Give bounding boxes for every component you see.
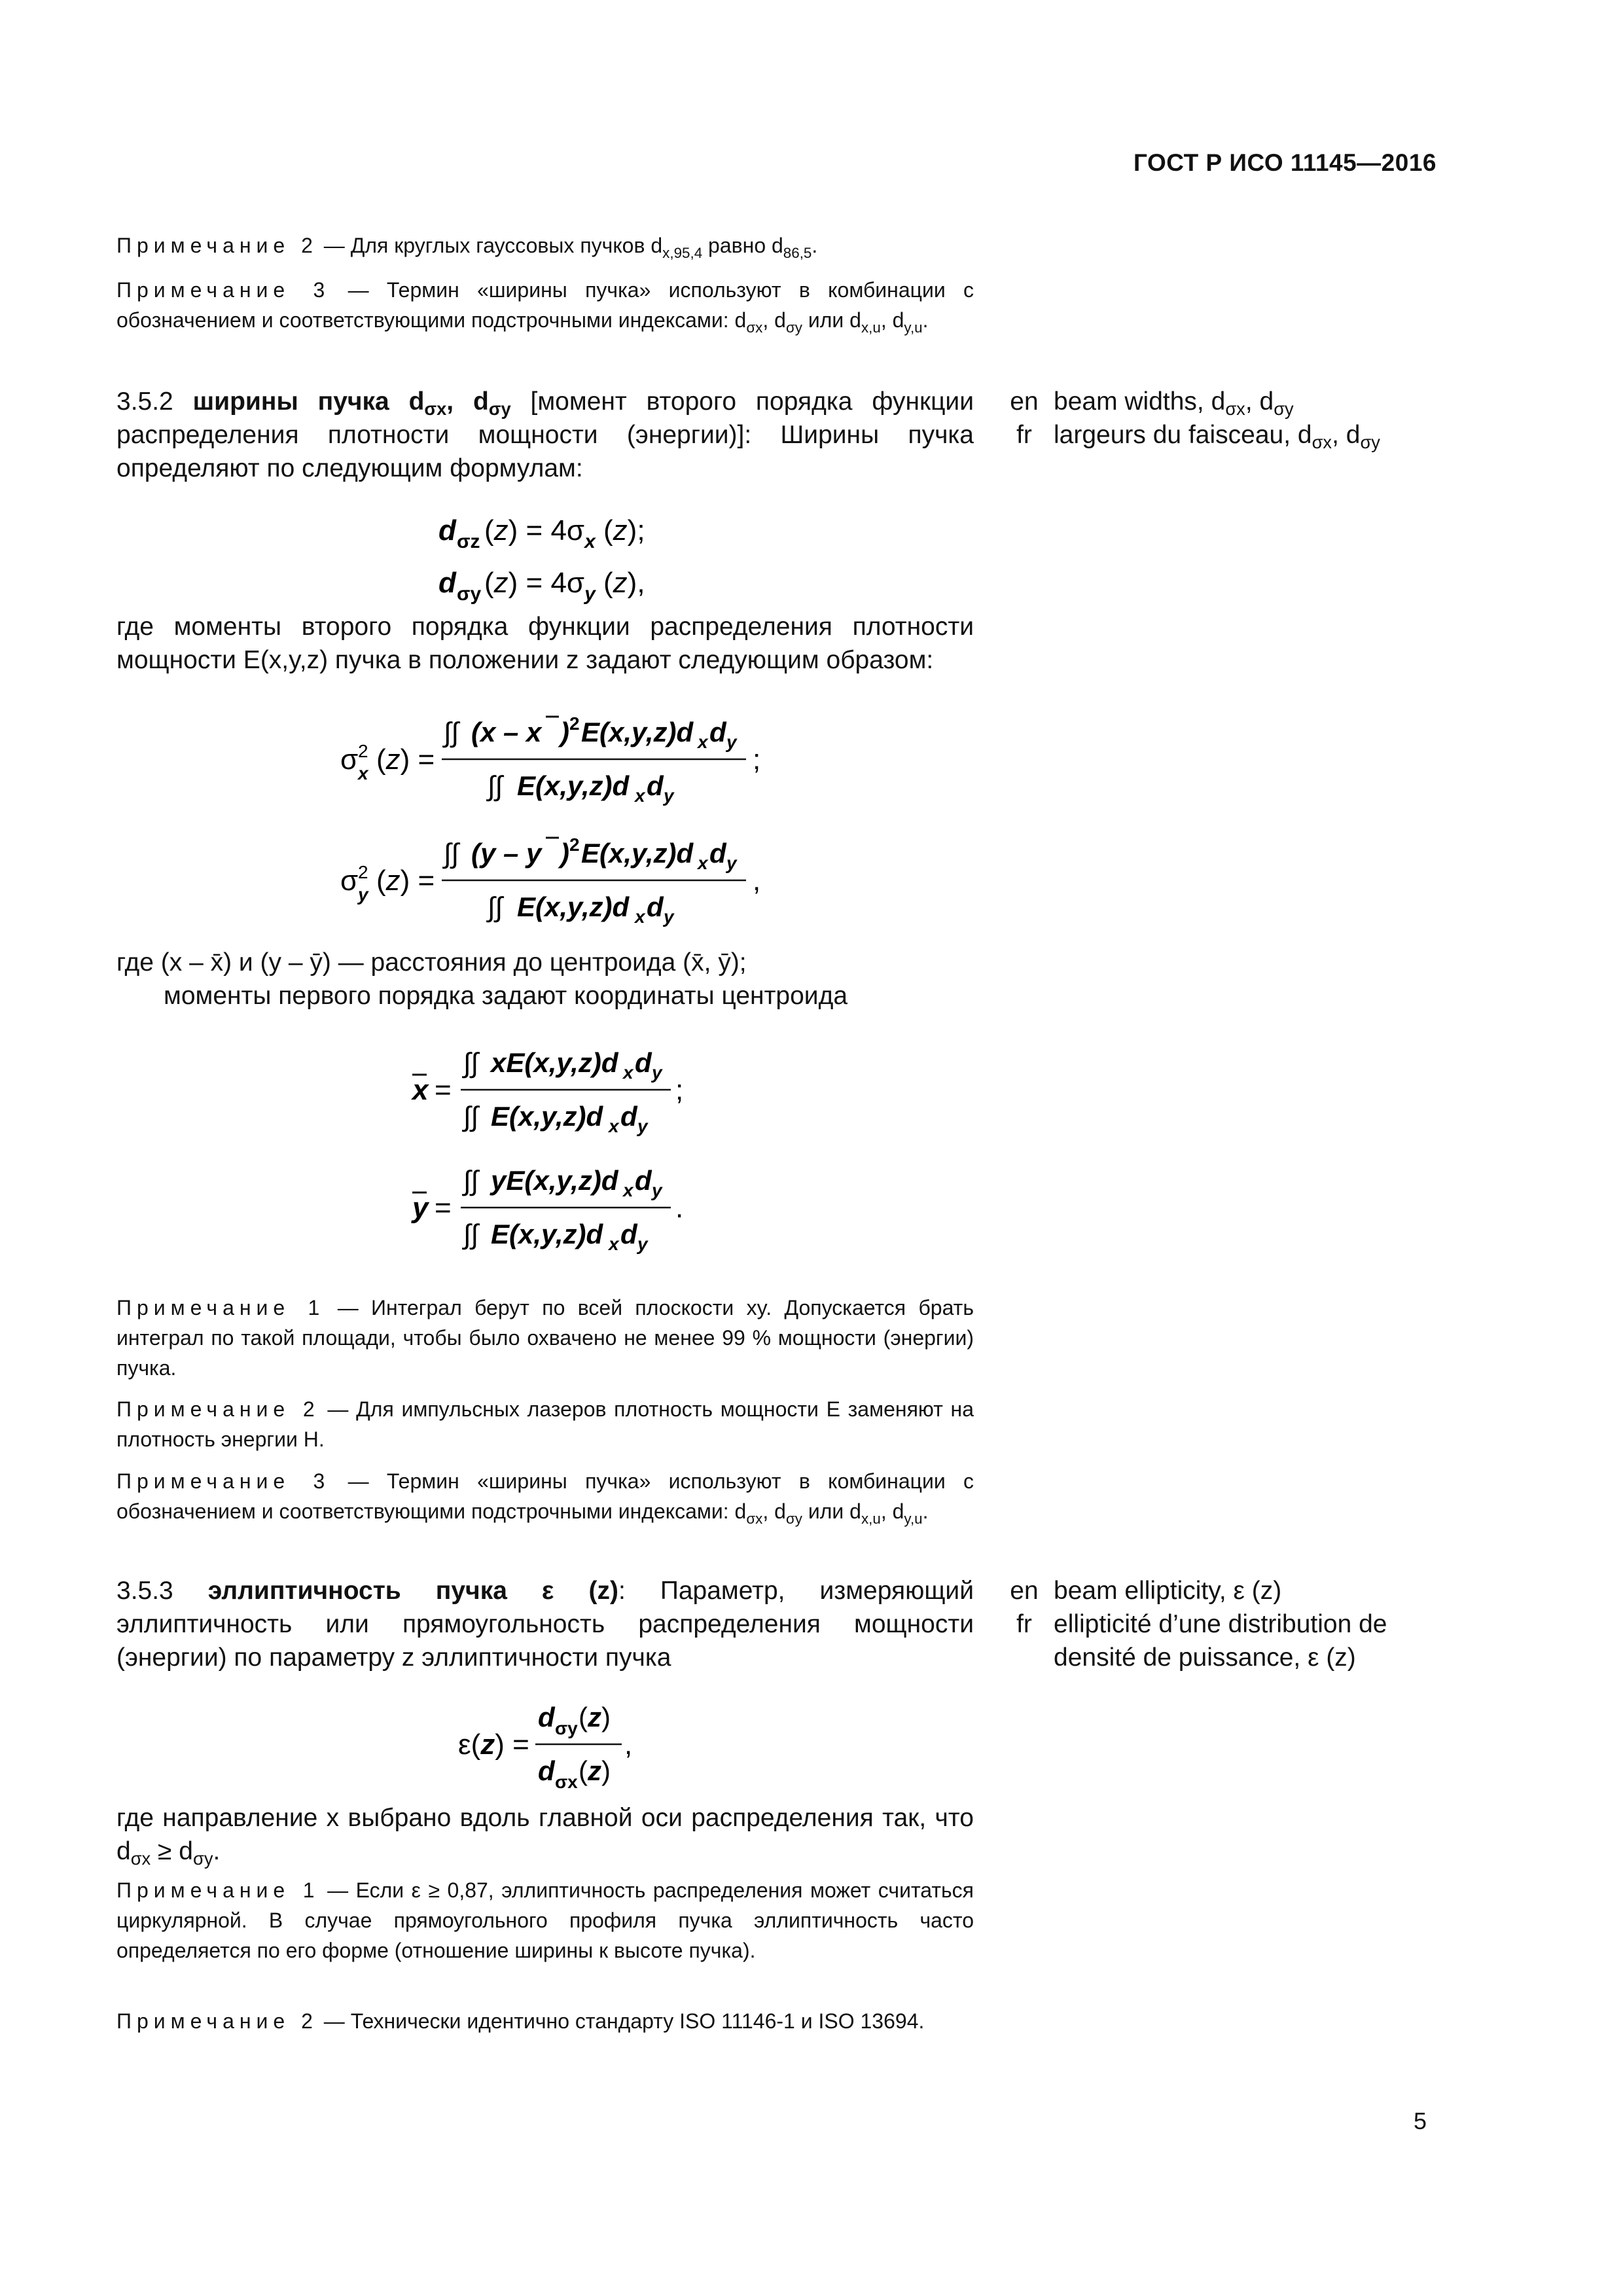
- svg-text:d: d: [647, 891, 664, 922]
- svg-text:(z) =: (z) =: [376, 865, 435, 897]
- note-text: — Интеграл берут по всей плоскости xy. Допускается брать интеграл по такой площади, чтобы было охвачено не менее 99 % мощности (энергии) пучка.: [116, 1296, 974, 1380]
- note-label: Примечание 2: [116, 1397, 320, 1421]
- note-352-3: [116, 1466, 974, 1526]
- note-text: или d: [802, 308, 861, 332]
- svg-text:E(x,y,z)d: E(x,y,z)d: [517, 770, 630, 801]
- svg-text:∫∫: ∫∫: [463, 1165, 479, 1196]
- svg-text:E(x,y,z)d: E(x,y,z)d: [581, 838, 694, 869]
- term-en: beam ellipticity, ε (z): [1054, 1577, 1282, 1605]
- svg-text:d: d: [709, 717, 726, 747]
- note-text: .: [922, 1499, 929, 1523]
- document-id-header: ГОСТ Р ИСО 11145—2016: [1133, 149, 1436, 176]
- svg-text:=: =: [435, 1074, 452, 1106]
- section-3-5-2-definition: [116, 385, 974, 485]
- svg-text:,: ,: [624, 1729, 633, 1761]
- note-subscript: σy: [785, 1511, 802, 1527]
- text-major-axis-part: ≥ d: [151, 1837, 193, 1865]
- section-definition: : Параметр, измеряющий эллиптичность или прямоугольность распределения мощности (энергии) по параметру z эллиптичности пучка: [116, 1577, 974, 1672]
- svg-text:E(x,y,z)d: E(x,y,z)d: [517, 891, 630, 922]
- svg-text:x: x: [609, 1234, 619, 1254]
- svg-text:2: 2: [358, 741, 368, 761]
- term-en-text: beam widths, d: [1054, 387, 1226, 416]
- term-en-subscript: σy: [1274, 399, 1294, 419]
- lang-code-en: en: [1010, 387, 1039, 416]
- section-term: ширины пучка d: [192, 387, 425, 416]
- svg-text:x: x: [623, 1180, 633, 1200]
- svg-text:2: 2: [358, 862, 368, 882]
- svg-text:d: d: [620, 1101, 637, 1132]
- svg-text:y: y: [664, 906, 674, 927]
- note-label: Примечание 1: [116, 1296, 325, 1319]
- svg-text:y: y: [637, 1116, 648, 1136]
- svg-text:∫∫: ∫∫: [444, 717, 459, 747]
- text-first-order-moments: моменты первого порядка задают координаты центроида: [164, 982, 848, 1010]
- svg-text:x: x: [412, 1074, 429, 1106]
- svg-text:E(x,y,z)d: E(x,y,z)d: [491, 1101, 603, 1132]
- note-subscript: σx: [746, 1511, 763, 1527]
- text-major-axis-part: .: [213, 1837, 221, 1865]
- svg-text:2: 2: [569, 834, 580, 855]
- svg-text:y: y: [652, 1062, 662, 1083]
- svg-text:σ: σ: [340, 744, 359, 776]
- svg-text:x: x: [623, 1062, 633, 1083]
- svg-text:=: =: [435, 1192, 452, 1224]
- section-definition: [момент второго порядка функции распределения плотности мощности (энергии)]: Ширины пучка определяют по следующим формулам:: [116, 387, 974, 482]
- svg-text:∫∫: ∫∫: [488, 770, 503, 801]
- lang-code-en: en: [1010, 1577, 1039, 1605]
- note-text: или d: [802, 1499, 861, 1523]
- note-subscript: 86,5: [783, 245, 812, 261]
- text-centroid-distances: где (x – x̄) и (y – ȳ) — расстояния до центроида (x̄, ȳ);: [116, 948, 747, 977]
- note-label: Примечание 3: [116, 1469, 330, 1493]
- svg-text:(z) = 4σx (z);: $(z) = 4\sigma_x$ (z);: [484, 514, 645, 552]
- svg-text:x: x: [635, 785, 645, 806]
- note-text: равно d: [702, 234, 783, 257]
- svg-text:∫∫: ∫∫: [488, 891, 503, 922]
- svg-text:x: x: [609, 1116, 619, 1136]
- svg-text:(z): (z): [579, 1755, 611, 1786]
- svg-text:∫∫: ∫∫: [463, 1219, 479, 1249]
- svg-text:,: ,: [753, 865, 761, 897]
- svg-text:y: y: [726, 732, 737, 752]
- svg-text:σz: σz: [457, 531, 480, 552]
- formula-sigma-x: [327, 704, 785, 815]
- note-text: .: [922, 308, 929, 332]
- term-en: [1054, 385, 1472, 418]
- svg-text:∫∫: ∫∫: [463, 1101, 479, 1132]
- svg-text:y: y: [412, 1192, 429, 1224]
- term-text: , d: [446, 387, 489, 416]
- svg-text:ε(z) =: ε(z) =: [458, 1729, 529, 1761]
- term-fr-text: largeurs du faisceau, d: [1054, 421, 1312, 449]
- svg-text:d: d: [538, 1702, 555, 1732]
- svg-text:x: x: [698, 732, 708, 752]
- section-number: 3.5.3: [116, 1577, 173, 1605]
- svg-text:∫∫: ∫∫: [444, 838, 459, 869]
- term-fr: [1054, 418, 1472, 452]
- svg-text:): ): [560, 717, 569, 747]
- lang-code-fr: fr: [1016, 421, 1032, 449]
- svg-text:;: ;: [753, 744, 761, 776]
- svg-text:σy: σy: [555, 1718, 578, 1738]
- note-353-2: [116, 2006, 974, 2036]
- svg-text:(z): (z): [579, 1702, 611, 1732]
- note-text: , d: [880, 308, 904, 332]
- term-subscript: σy: [488, 399, 511, 419]
- note-label: Примечание 1: [116, 1878, 320, 1902]
- term-fr-subscript: σy: [1360, 432, 1380, 452]
- section-term: эллиптичность пучка ε (z): [207, 1577, 618, 1605]
- term-subscript: σx: [424, 399, 447, 419]
- note-label: Примечание 3: [116, 278, 330, 302]
- svg-text:(z) =: (z) =: [376, 744, 435, 776]
- formula-y-centroid: [393, 1152, 785, 1263]
- note-text: , d: [880, 1499, 904, 1523]
- note-subscript: y,u: [904, 1511, 923, 1527]
- note-text: — Если ε ≥ 0,87, эллиптичность распределения может считаться циркулярной. В случае прямоугольного профиля пучка эллиптичность часто определяется по его форме (отношение ширины к высоте пучка).: [116, 1878, 974, 1962]
- svg-text:;: ;: [675, 1074, 684, 1106]
- section-number: 3.5.2: [116, 387, 173, 416]
- text-second-order-moments: где моменты второго порядка функции распределения плотности мощности E(x,y,z) пучка в положении z задают следующим образом:: [116, 613, 974, 674]
- text-major-axis: [116, 1801, 974, 1868]
- svg-text:d: d: [635, 1165, 652, 1196]
- svg-text:x: x: [698, 853, 708, 873]
- formula-beam-widths: [419, 501, 812, 612]
- svg-text:d: d: [709, 838, 726, 869]
- note-subscript: x,95,4: [662, 245, 703, 261]
- svg-text:∫∫: ∫∫: [463, 1047, 479, 1078]
- svg-text:x: x: [635, 906, 645, 927]
- term-fr: ellipticité d’une distribution de densité de puissance, ε (z): [1054, 1610, 1387, 1672]
- note-subscript: x,u: [861, 1511, 881, 1527]
- svg-text:d: d: [635, 1047, 652, 1078]
- svg-text:σy: σy: [457, 583, 482, 605]
- svg-text:d: d: [438, 514, 456, 547]
- svg-text:σ: σ: [340, 865, 359, 897]
- svg-text:yE(x,y,z)d: yE(x,y,z)d: [491, 1165, 618, 1196]
- svg-text:d: d: [620, 1219, 637, 1249]
- svg-text:2: 2: [569, 713, 580, 734]
- lang-code-fr: fr: [1016, 1610, 1032, 1638]
- svg-text:(z) = 4σy (z),: $(z) = 4\sigma_y$ (z),: [484, 567, 645, 605]
- svg-text:d: d: [538, 1755, 555, 1786]
- svg-text:E(x,y,z)d: E(x,y,z)d: [581, 717, 694, 747]
- note-top-3: [116, 275, 974, 335]
- note-352-2: [116, 1394, 974, 1454]
- note-label: Примечание 2: [116, 234, 318, 257]
- svg-text:xE(x,y,z)d: xE(x,y,z)d: [491, 1047, 618, 1078]
- svg-text:.: .: [675, 1192, 684, 1224]
- text-subscript: σx: [130, 1848, 151, 1869]
- svg-text:d: d: [438, 567, 456, 599]
- page-number: 5: [1413, 2108, 1427, 2134]
- svg-text:(y – y: (y – y: [471, 838, 542, 869]
- note-label: Примечание 2: [116, 2009, 318, 2033]
- note-text: — Термин «ширины пучка» используют в комбинации с обозначением и соответствующими подстрочными индексами: d: [116, 1469, 974, 1523]
- section-3-5-3-definition: [116, 1574, 974, 1674]
- term-fr-subscript: σx: [1311, 432, 1332, 452]
- term-fr-text: , d: [1332, 421, 1361, 449]
- term-en-subscript: σx: [1225, 399, 1245, 419]
- formula-x-centroid: [393, 1034, 785, 1145]
- note-353-1: [116, 1875, 974, 1965]
- svg-text:): ): [560, 838, 569, 869]
- term-en-text: , d: [1245, 387, 1274, 416]
- note-text: — Технически идентично стандарту ISO 11146-1 и ISO 13694.: [317, 2009, 925, 2033]
- formula-sigma-y: [327, 825, 785, 936]
- svg-text:y: y: [726, 853, 737, 873]
- note-text: , d: [762, 1499, 786, 1523]
- note-text: — Термин «ширины пучка» используют в комбинации с обозначением и соответствующими подстрочными индексами: d: [116, 278, 974, 332]
- svg-text:y: y: [358, 884, 368, 905]
- note-text: .: [812, 234, 818, 257]
- note-subscript: x,u: [861, 319, 881, 336]
- note-text: , d: [762, 308, 786, 332]
- note-subscript: y,u: [904, 319, 923, 336]
- note-subscript: σx: [746, 319, 763, 336]
- svg-text:y: y: [637, 1234, 648, 1254]
- svg-text:x: x: [358, 763, 368, 783]
- note-text: — Для круглых гауссовых пучков d: [317, 234, 663, 257]
- note-352-1: [116, 1293, 974, 1383]
- svg-text:(x – x: (x – x: [471, 717, 542, 747]
- text-subscript: σy: [192, 1848, 213, 1869]
- svg-text:y: y: [664, 785, 674, 806]
- svg-text:σx: σx: [555, 1772, 578, 1792]
- svg-text:d: d: [647, 770, 664, 801]
- formula-ellipticity: [445, 1689, 720, 1800]
- note-top-2: [116, 230, 974, 260]
- note-subscript: σy: [785, 319, 802, 336]
- text-major-axis-part: где направление x выбрано вдоль главной оси распределения так, что d: [116, 1804, 974, 1865]
- note-text: — Для импульсных лазеров плотность мощности E заменяют на плотность энергии H.: [116, 1397, 974, 1451]
- svg-text:y: y: [652, 1180, 662, 1200]
- svg-text:E(x,y,z)d: E(x,y,z)d: [491, 1219, 603, 1249]
